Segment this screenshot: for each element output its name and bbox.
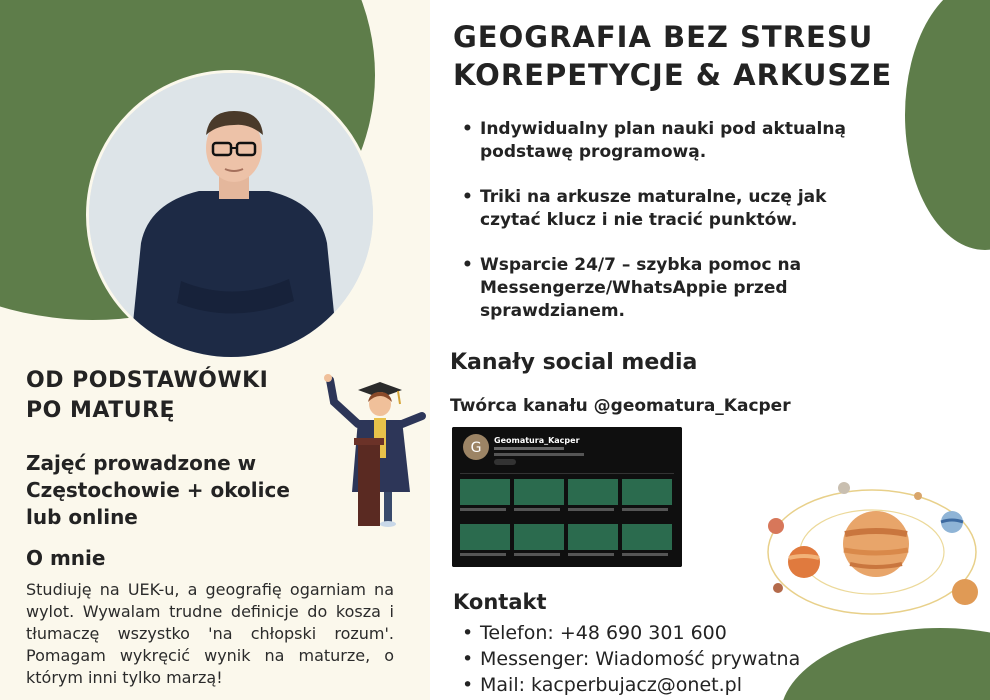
contact-phone[interactable]: • Telefon: +48 690 301 600 — [462, 620, 800, 646]
decorative-green-blob-top-right — [905, 0, 990, 250]
contact-title: Kontakt — [453, 590, 547, 614]
tutor-photo — [86, 70, 376, 360]
tagline — [26, 366, 268, 426]
heading-line-1: GEOGRAFIA BEZ STRESU — [453, 20, 874, 54]
feature-item: • Indywidualny plan nauki pod aktualną podstawę programową. — [462, 118, 862, 164]
feature-item: • Triki na arkusze maturalne, uczę jak czytać klucz i nie tracić punktów. — [462, 186, 862, 232]
tagline-line-1: OD PODSTAWÓWKI — [26, 368, 269, 393]
about-title: O mnie — [26, 546, 106, 570]
contact-email[interactable]: • Mail: kacperbujacz@onet.pl — [462, 672, 800, 698]
social-media-title: Kanały social media — [450, 350, 698, 375]
tagline-line-2: PO MATURĘ — [26, 398, 176, 423]
contact-list — [462, 620, 800, 698]
channel-avatar-letter: G — [470, 440, 482, 456]
decorative-green-blob-bottom-right — [780, 628, 990, 700]
channel-name: Geomatura_Kacper — [494, 436, 580, 445]
feature-item: • Wsparcie 24/7 – szybka pomoc na Messengerze/WhatsAppie przed sprawdzianem. — [462, 254, 862, 323]
main-heading — [453, 18, 892, 94]
channel-preview-graphic — [452, 427, 682, 567]
heading-line-2: KOREPETYCJE & ARKUSZE — [453, 58, 893, 92]
person-illustration — [89, 73, 376, 360]
channel-creator: Twórca kanału @geomatura_Kacper — [450, 396, 791, 416]
about-text: Studiuję na UEK-u, a geografię ogarniam na wylot. Wywalam trudne definicje do kosza i tłumaczę wszystko 'na chłopski rozum'. Pomagam wykręcić wynik na maturze, o którym inni tylko marzą! — [26, 580, 394, 687]
graduate-illustration — [318, 372, 428, 530]
feature-list — [462, 118, 862, 345]
youtube-channel-screenshot[interactable] — [452, 427, 682, 567]
contact-messenger[interactable]: • Messenger: Wiadomość prywatna — [462, 646, 800, 672]
location-text: Zajęć prowadzone w Częstochowie + okolice lub online — [26, 451, 290, 529]
solar-system-illustration — [760, 474, 985, 634]
